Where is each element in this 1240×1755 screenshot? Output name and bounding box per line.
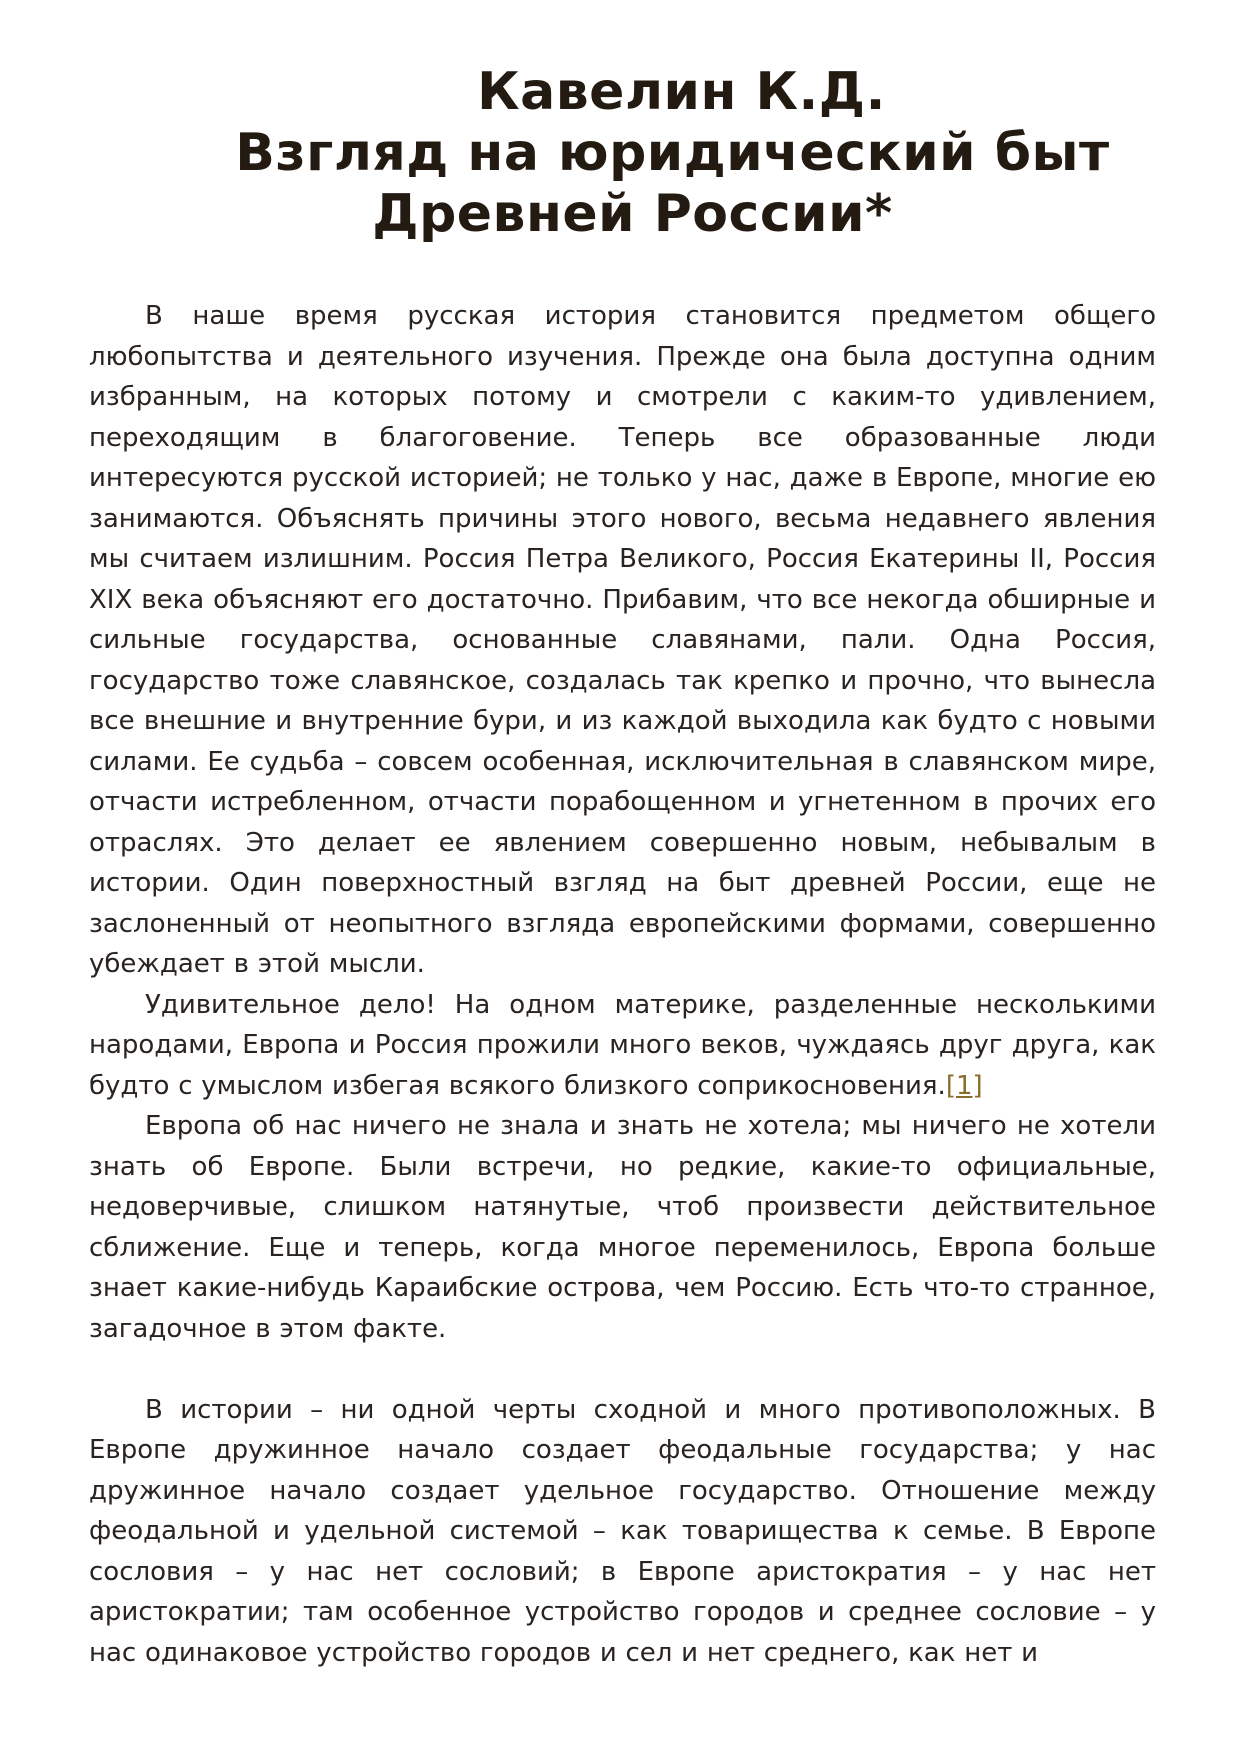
document-title [89, 0, 1156, 245]
paragraph-4 [89, 1390, 1156, 1674]
document-body [89, 296, 1156, 1673]
paragraph-3 [89, 1106, 1156, 1349]
paragraph-1 [89, 296, 1156, 985]
document-page [89, 0, 1156, 1755]
paragraph-1-text: В наше время русская история становится предметом общего любопытства и деятельного изучения. Прежде она была доступна одним избранным, на которых потому и смотрели с каким-то удивлением, переходящим в благоговение. Теперь все образованные люди интересуются русской историей; не только у нас, даже в Европе, многие ею занимаются. Объяснять причины этого нового, весьма недавнего явления мы считаем излишним. Россия Петра Великого, Россия Екатерины II, Россия XIX века объясняют его достаточно. Прибавим, что все некогда обширные и сильные государства, основанные славянами, пали. Одна Россия, государство тоже славянское, создалась так крепко и прочно, что вынесла все внешние и внутренние бури, и из каждой выходила как будто с новыми силами. Ее судьба – совсем особенная, исключительная в славянском мире, отчасти истребленном, отчасти порабощенном и угнетенном в прочих его отраслях. Это делает ее явлением совершенно новым, небывалым в истории. Один поверхностный взгляд на быт древней России, еще не заслоненный от неопытного взгляда европейскими формами, совершенно убеждает в этой мысли. [89, 301, 1156, 979]
paragraph-2-text: Удивительное дело! На одном материке, разделенные несколькими народами, Европа и Россия прожили много веков, чуждаясь друг друга, как будто с умыслом избегая всякого близкого соприкосновения. [89, 989, 1156, 1101]
paragraph-2 [89, 985, 1156, 1107]
paragraph-3-text: Европа об нас ничего не знала и знать не хотела; мы ничего не хотели знать об Европе. Были встречи, но редкие, какие-то официальные, недоверчивые, слишком натянутые, чтоб произвести действительное сближение. Еще и теперь, когда многое переменилось, Европа больше знает какие-нибудь Караибские острова, чем Россию. Есть что-то странное, загадочное в этом факте. [89, 1111, 1156, 1344]
title-line-author: Кавелин К.Д. [477, 62, 886, 122]
title-line-work: Взгляд на юридический быт [235, 123, 1110, 183]
title-line-subject: Древней России* [372, 184, 893, 244]
paragraph-4-text: В истории – ни одной черты сходной и много противоположных. В Европе дружинное начало создает феодальные государства; у нас дружинное начало создает удельное государство. Отношение между феодальной и удельной системой – как товарищества к семье. В Европе сословия – у нас нет сословий; в Европе аристократия – у нас нет аристократии; там особенное устройство городов и среднее сословие – у нас одинаковое устройство городов и сел и нет среднего, как нет и [89, 1394, 1156, 1668]
footnote-link-1[interactable]: [1] [945, 1070, 983, 1101]
